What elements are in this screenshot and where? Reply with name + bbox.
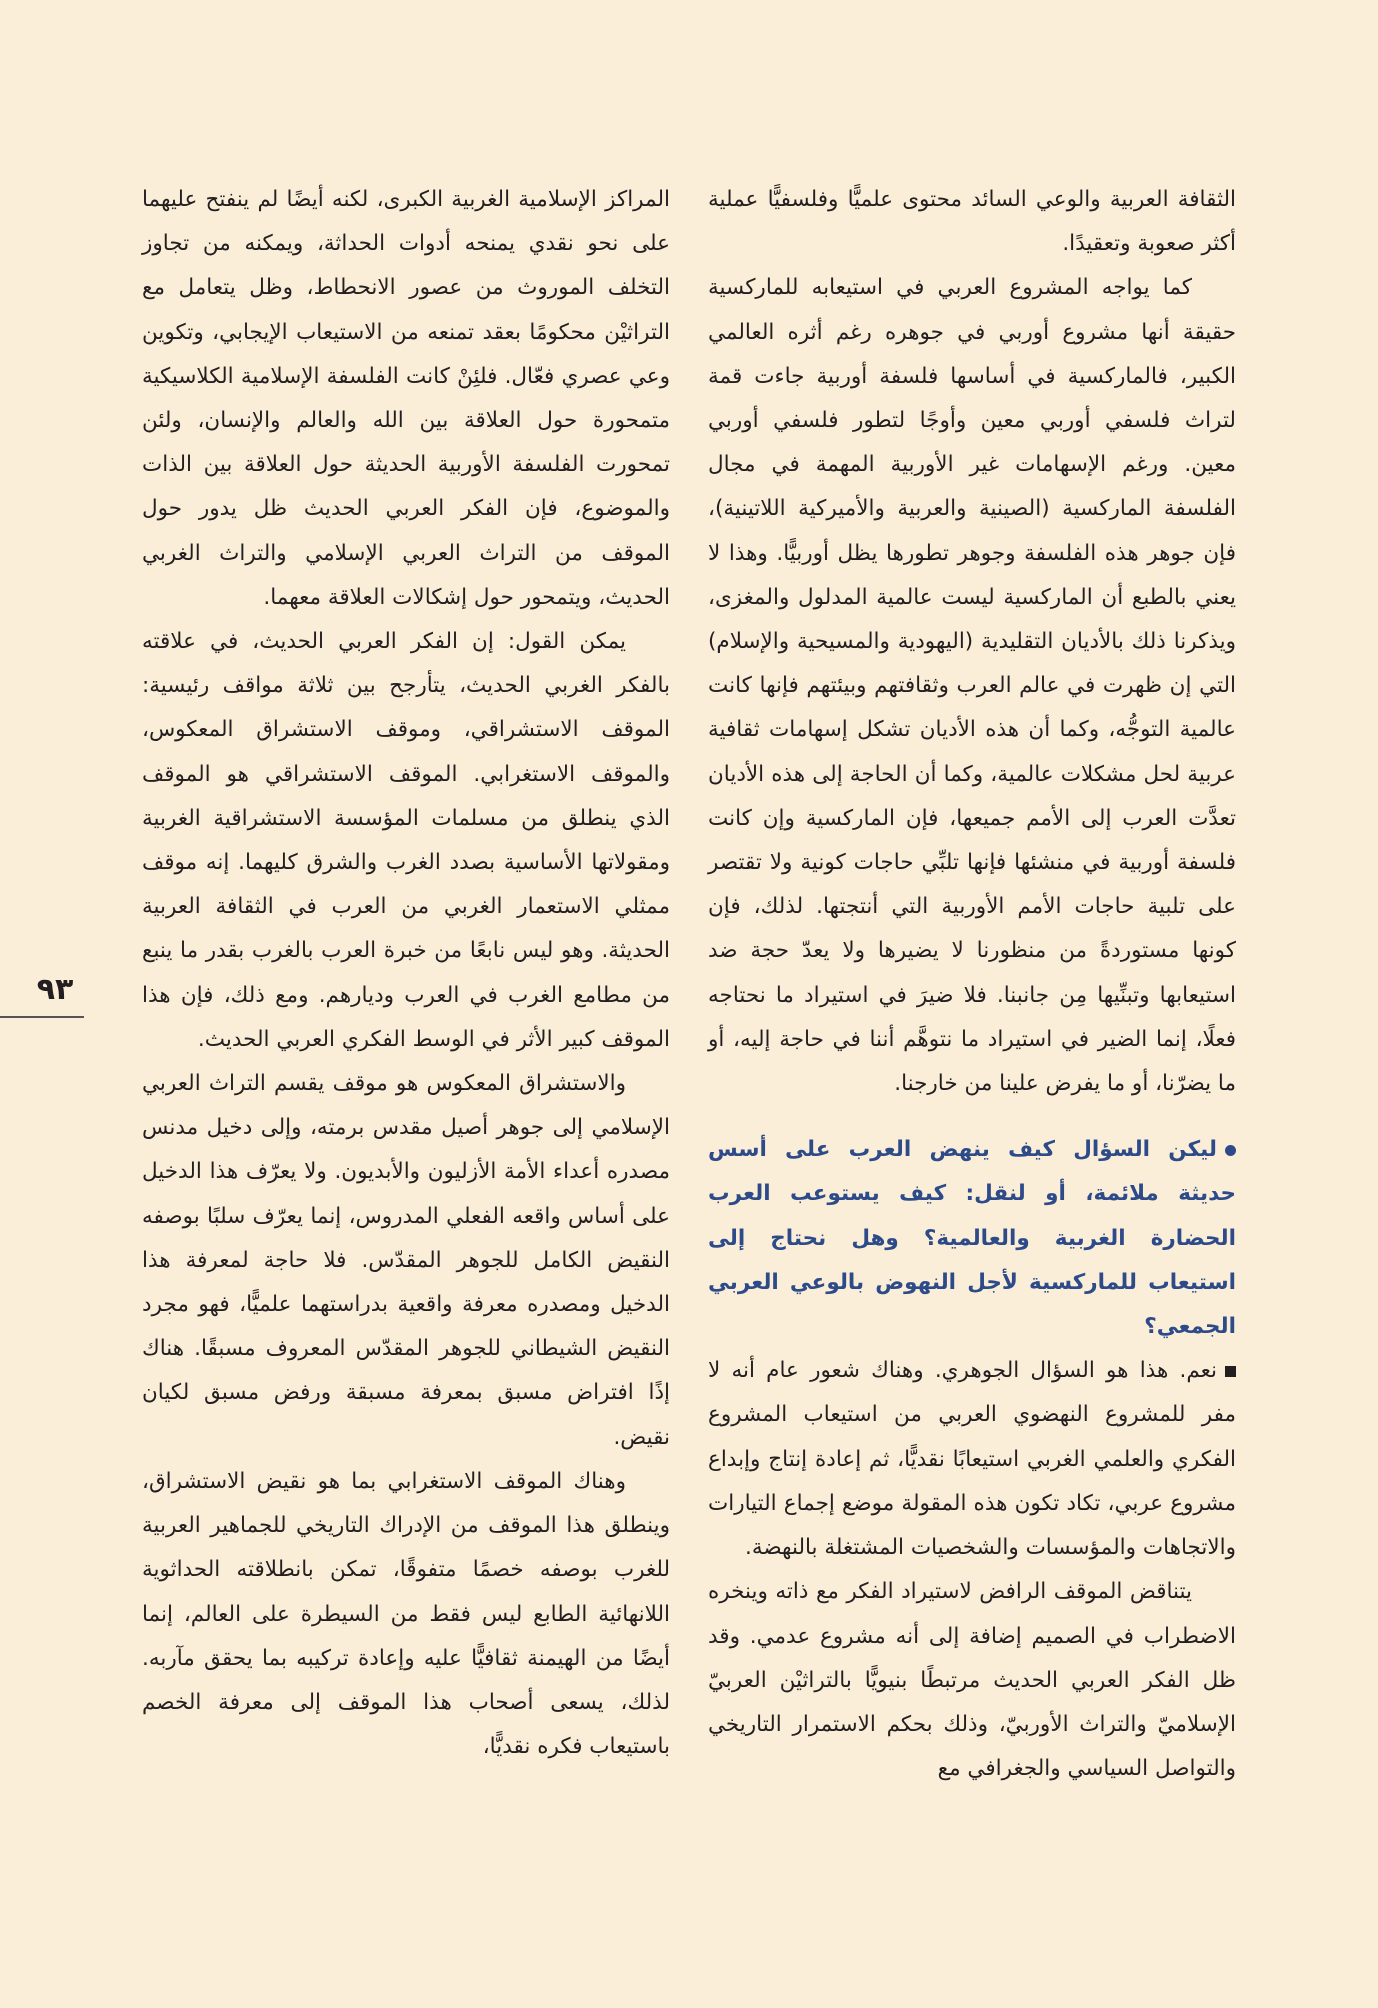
bullet-icon — [1225, 1145, 1236, 1156]
paragraph: يمكن القول: إن الفكر العربي الحديث، في علاقته بالفكر الغربي الحديث، يتأرجح بين ثلاثة مواقف رئيسية: الموقف الاستشراقي، وموقف الاستشراق المعكوس، والموقف الاستغرابي. الموقف الاستشراقي هو الموقف الذي ينطلق من مسلمات المؤسسة الاستشراقية الغربية ومقولاتها الأساسية بصدد الغرب والشرق كليهما. إنه موقف ممثلي الاستعمار الغربي من العرب في الثقافة العربية الحديثة. وهو ليس نابعًا من خبرة العرب بالغرب بقدر ما ينبع من مطامع الغرب في العرب وديارهم. ومع ذلك، فإن هذا الموقف كبير الأثر في الوسط الفكري العربي الحديث. — [142, 629, 670, 1052]
left-column — [142, 178, 670, 1769]
paragraph: المراكز الإسلامية الغربية الكبرى، لكنه أيضًا لم ينفتح عليهما على نحو نقدي يمنحه أدوات الحداثة، ويمكنه من تجاوز التخلف الموروث من عصور الانحطاط، وظل يتعامل مع التراثيْن محكومًا بعقد تمنعه من الاستيعاب الإيجابي، وتكوين وعي عصري فعّال. فلئِنْ كانت الفلسفة الإسلامية الكلاسيكية متمحورة حول العلاقة بين الله والعالم والإنسان، ولئن تمحورت الفلسفة الأوربية الحديثة حول العلاقة بين الذات والموضوع، فإن الفكر العربي الحديث ظل يدور حول الموقف من التراث العربي الإسلامي والتراث الغربي الحديث، ويتمحور حول إشكالات العلاقة معهما. — [142, 187, 670, 610]
right-column — [708, 178, 1236, 1791]
interview-question — [708, 1128, 1236, 1349]
page-number-rule — [0, 1016, 84, 1018]
paragraph: الثقافة العربية والوعي السائد محتوى علميًّا وفلسفيًّا عملية أكثر صعوبة وتعقيدًا. — [708, 187, 1236, 257]
paragraph: كما يواجه المشروع العربي في استيعابه للماركسية حقيقة أنها مشروع أوربي في جوهره رغم أثره العالمي الكبير، فالماركسية في أساسها فلسفة أوربية جاءت قمة لتراث فلسفي أوربي معين وأوجًا لتطور فلسفي أوربي معين. ورغم الإسهامات غير الأوربية المهمة في مجال الفلسفة الماركسية (الصينية والعربية والأميركية اللاتينية)، فإن جوهر هذه الفلسفة وجوهر تطورها يظل أوربيًّا. وهذا لا يعني بالطبع أن الماركسية ليست عالمية المدلول والمغزى، ويذكرنا ذلك بالأديان التقليدية (اليهودية والمسيحية والإسلام) التي إن ظهرت في عالم العرب وثقافتهم وبيئتهم فإنها كانت عالمية التوجُّه، وكما أن هذه الأديان تشكل إسهامات ثقافية عربية لحل مشكلات عالمية، وكما أن الحاجة إلى هذه الأديان تعدَّت العرب إلى الأمم جميعها، فإن الماركسية وإن كانت فلسفة أوربية في منشئها فإنها تلبِّي حاجات كونية ولا تقتصر على تلبية حاجات الأمم الأوربية التي أنتجتها. لذلك، فإن كونها مستوردةً من منظورنا لا يضيرها ولا يعدّ حجة ضد استيعابها وتبنِّيها مِن جانبنا. فلا ضيرَ في استيراد ما نحتاجه فعلًا، إنما الضير في استيراد ما نتوهَّم أننا في حاجة إليه، أو ما يضرّنا، أو ما يفرض علينا من خارجنا. — [708, 275, 1236, 1097]
paragraph: يتناقض الموقف الرافض لاستيراد الفكر مع ذاته وينخره الاضطراب في الصميم إضافة إلى أنه مشروع عدمي. وقد ظل الفكر العربي الحديث مرتبطًا بنيويًّا بالتراثيْن العربيّ الإسلاميّ والتراث الأوربيّ، وذلك بحكم الاستمرار التاريخي والتواصل السياسي والجغرافي مع — [708, 1579, 1236, 1782]
question-text: ليكن السؤال كيف ينهض العرب على أسس حديثة ملائمة، أو لنقل: كيف يستوعب العرب الحضارة الغربية والعالمية؟ وهل نحتاج إلى استيعاب للماركسية لأجل النهوض بالوعي العربي الجمعي؟ — [708, 1137, 1236, 1340]
paragraph: وهناك الموقف الاستغرابي بما هو نقيض الاستشراق، وينطلق هذا الموقف من الإدراك التاريخي للجماهير العربية للغرب بوصفه خصمًا متفوقًا، تمكن بانطلاقته الحداثوية اللانهائية الطابع ليس فقط من السيطرة على العالم، إنما أيضًا من الهيمنة ثقافيًّا عليه وإعادة تركيبه بما يحقق مآربه. لذلك، يسعى أصحاب هذا الموقف إلى معرفة الخصم باستيعاب فكره نقديًّا، — [142, 1468, 670, 1760]
square-bullet-icon — [1225, 1366, 1236, 1377]
answer-paragraph — [708, 1349, 1236, 1570]
page-number: ٩٣ — [36, 972, 74, 1007]
answer-text: نعم. هذا هو السؤال الجوهري. وهناك شعور عام أنه لا مفر للمشروع النهضوي العربي من استيعاب المشروع الفكري والعلمي الغربي استيعابًا نقديًّا، ثم إعادة إنتاج وإبداع مشروع عربي، تكاد تكون هذه المقولة موضع إجماع التيارات والاتجاهات والمؤسسات والشخصيات المشتغلة بالنهضة. — [708, 1358, 1236, 1561]
paragraph: والاستشراق المعكوس هو موقف يقسم التراث العربي الإسلامي إلى جوهر أصيل مقدس برمته، وإلى دخيل مدنس مصدره أعداء الأمة الأزليون والأبديون. ولا يعرّف هذا الدخيل على أساس واقعه الفعلي المدروس، إنما يعرّف سلبًا بوصفه النقيض الكامل للجوهر المقدّس. فلا حاجة لمعرفة هذا الدخيل ومصدره معرفة واقعية بدراستهما علميًّا، فهو مجرد النقيض الشيطاني للجوهر المقدّس المعروف مسبقًا. هناك إذًا افتراض مسبق بمعرفة مسبقة ورفض مسبق لكيان نقيض. — [142, 1071, 670, 1450]
